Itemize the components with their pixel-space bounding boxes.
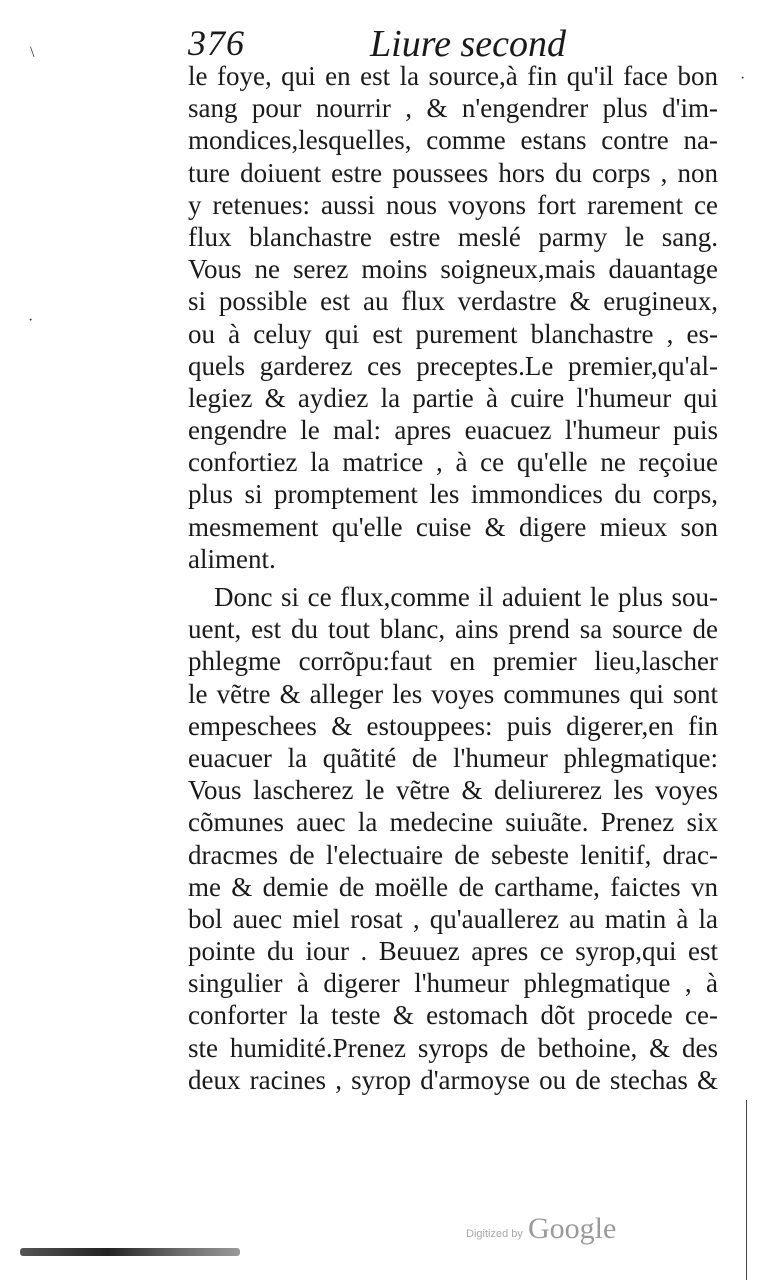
text-line: le vẽtre & alleger les voyes communes qui sont — [188, 678, 718, 709]
text-line: uent, est du tout blanc, ains prend sa source de — [188, 614, 718, 645]
paragraph-1 — [188, 60, 718, 575]
margin-speck: \ — [30, 44, 35, 61]
text-line: singulier à digerer l'humeur phlegmatique , à — [188, 968, 718, 999]
text-line: deux racines , syrop d'armoyse ou de stechas & — [188, 1064, 718, 1095]
text-line: bol auec miel rosat , qu'auallerez au matin à la — [188, 903, 718, 934]
text-line: me & demie de moëlle de carthame, faictes vn — [188, 871, 718, 902]
paragraph-2 — [188, 581, 718, 1096]
text-line: phlegme corrõpu:faut en premier lieu,lascher — [188, 646, 718, 677]
google-watermark: Google — [528, 1212, 617, 1245]
text-line: si possible est au flux verdastre & erugineux, — [188, 286, 718, 317]
text-line: cõmunes auec la medecine suiuãte. Prenez six — [188, 807, 718, 838]
text-line: euacuer la quãtité de l'humeur phlegmatique: — [188, 742, 718, 773]
text-line: dracmes de l'electuaire de sebeste lenitif, drac- — [188, 839, 718, 870]
text-line: pointe du iour . Beuuez apres ce syrop,qui est — [188, 936, 718, 967]
text-line: conforter la teste & estomach dõt procede ce- — [188, 1000, 718, 1031]
text-line: y retenues: aussi nous voyons fort rarement ce — [188, 189, 718, 220]
text-line: quels garderez ces preceptes.Le premier,qu'al- — [188, 350, 718, 381]
text-line: aliment. — [188, 543, 276, 574]
page-number: 376 — [188, 23, 245, 63]
text-line: ou à celuy qui est purement blanchastre , es- — [188, 318, 718, 349]
margin-speck: · — [740, 70, 746, 87]
text-line: Vous lascherez le vẽtre & deliurerez les voyes — [188, 775, 718, 806]
text-line: sang pour nourrir , & n'engendrer plus d'im- — [188, 93, 718, 124]
text-line: le foye, qui en est la source,à fin qu'il face bon — [188, 61, 718, 91]
text-line: confortiez la matrice , à ce qu'elle ne reçoiue — [188, 447, 718, 478]
margin-speck: · — [28, 312, 34, 329]
digitized-by-label: Digitized by — [466, 1228, 523, 1240]
text-line: plus si promptement les immondices du corps, — [188, 479, 718, 510]
text-line: Donc si ce flux,comme il aduient le plus sou- — [214, 582, 718, 612]
text-line: mesmement qu'elle cuise & digere mieux son — [188, 511, 718, 542]
text-line: Vous ne serez moins soigneux,mais dauantage — [188, 254, 718, 285]
body-text — [188, 60, 718, 1096]
text-line: ture doiuent estre poussees hors du corps , non — [188, 157, 718, 188]
text-line: engendre le mal: apres euacuez l'humeur puis — [188, 415, 718, 446]
text-line: mondices,lesquelles, comme estans contre na- — [188, 125, 718, 156]
text-line: empeschees & estouppees: puis digerer,en fin — [188, 710, 718, 741]
running-title: Liure second — [370, 23, 566, 65]
text-line: legiez & aydiez la partie à cuire l'humeur qui — [188, 382, 718, 413]
scan-edge-smudge — [20, 1248, 240, 1256]
text-line: ste humidité.Prenez syrops de bethoine, & des — [188, 1032, 718, 1063]
text-line: flux blanchastre estre meslé parmy le sang. — [188, 221, 718, 252]
scan-right-edge — [746, 1100, 747, 1280]
